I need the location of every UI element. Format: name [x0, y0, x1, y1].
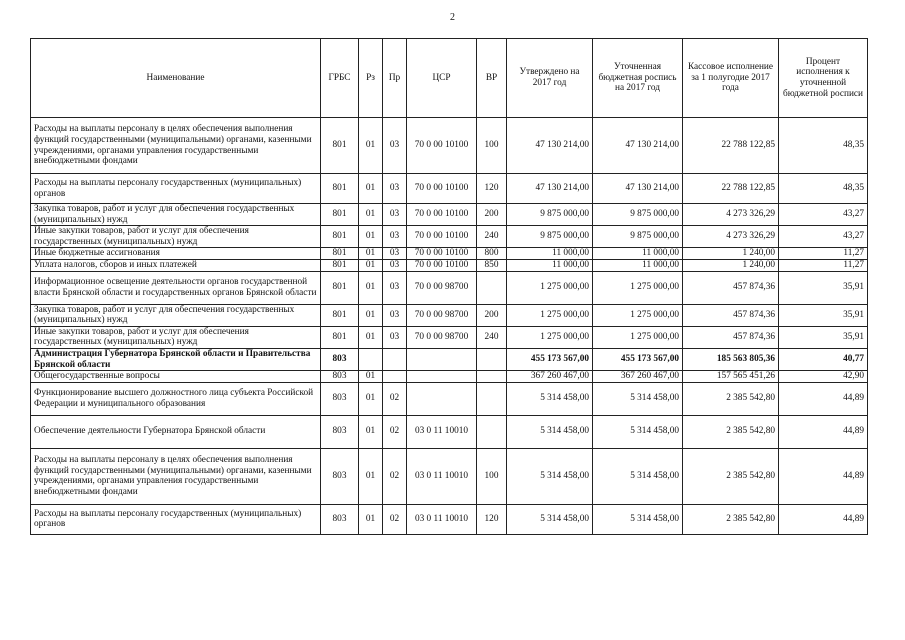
row-csr-cell: 70 0 00 10100: [407, 174, 477, 204]
row-refined-cell: 367 260 467,00: [593, 371, 683, 383]
row-cash-cell: 457 874,36: [683, 304, 779, 326]
row-percent-cell: 43,27: [779, 204, 868, 226]
header-cash: Кассовое исполнение за 1 полугодие 2017 года: [683, 39, 779, 118]
table-row: [31, 348, 868, 370]
row-approved-cell: 47 130 214,00: [507, 174, 593, 204]
header-approved: Утверждено на 2017 год: [507, 39, 593, 118]
row-cash-cell: 22 788 122,85: [683, 174, 779, 204]
row-csr-cell: [407, 382, 477, 415]
row-csr-cell: 03 0 11 10010: [407, 415, 477, 448]
table-row: [31, 504, 868, 534]
row-cash-cell: 4 273 326,29: [683, 226, 779, 248]
row-percent-cell: 48,35: [779, 174, 868, 204]
page-number: 2: [450, 12, 455, 23]
row-vr-cell: 100: [477, 448, 507, 504]
row-csr-cell: 70 0 00 98700: [407, 271, 477, 304]
row-refined-cell: 47 130 214,00: [593, 174, 683, 204]
row-rz-cell: 01: [359, 415, 383, 448]
row-pr-cell: 02: [383, 448, 407, 504]
row-refined-cell: 9 875 000,00: [593, 204, 683, 226]
row-grbs-cell: 803: [321, 504, 359, 534]
row-rz-cell: 01: [359, 271, 383, 304]
row-cash-cell: 2 385 542,80: [683, 504, 779, 534]
row-rz-cell: 01: [359, 504, 383, 534]
row-approved-cell: 367 260 467,00: [507, 371, 593, 383]
row-name-cell: Расходы на выплаты персоналу в целях обеспечения выполнения функций государственными (муниципальными) органами, казенными учреждениями, органами управления государственными внебюджетными фондами: [31, 118, 321, 174]
row-vr-cell: 800: [477, 248, 507, 260]
row-name-cell: Расходы на выплаты персоналу государственных (муниципальных) органов: [31, 174, 321, 204]
row-csr-cell: 70 0 00 10100: [407, 204, 477, 226]
row-pr-cell: 03: [383, 226, 407, 248]
row-rz-cell: 01: [359, 226, 383, 248]
row-rz-cell: 01: [359, 174, 383, 204]
row-vr-cell: [477, 415, 507, 448]
row-percent-cell: 48,35: [779, 118, 868, 174]
budget-table: [30, 38, 868, 535]
row-percent-cell: 35,91: [779, 304, 868, 326]
row-grbs-cell: 801: [321, 226, 359, 248]
row-name-cell: Иные бюджетные ассигнования: [31, 248, 321, 260]
row-pr-cell: 02: [383, 415, 407, 448]
row-refined-cell: 9 875 000,00: [593, 226, 683, 248]
table-row: [31, 271, 868, 304]
row-refined-cell: 5 314 458,00: [593, 504, 683, 534]
row-cash-cell: 2 385 542,80: [683, 382, 779, 415]
row-grbs-cell: 801: [321, 248, 359, 260]
row-grbs-cell: 803: [321, 448, 359, 504]
header-name: Наименование: [31, 39, 321, 118]
row-rz-cell: 01: [359, 304, 383, 326]
row-name-cell: Иные закупки товаров, работ и услуг для обеспечения государственных (муниципальных) нужд: [31, 226, 321, 248]
row-name-cell: Иные закупки товаров, работ и услуг для обеспечения государственных (муниципальных) нужд: [31, 326, 321, 348]
row-vr-cell: [477, 348, 507, 370]
row-cash-cell: 4 273 326,29: [683, 204, 779, 226]
row-cash-cell: 22 788 122,85: [683, 118, 779, 174]
row-csr-cell: 70 0 00 10100: [407, 248, 477, 260]
row-percent-cell: 44,89: [779, 382, 868, 415]
row-approved-cell: 1 275 000,00: [507, 304, 593, 326]
row-rz-cell: 01: [359, 248, 383, 260]
row-approved-cell: 1 275 000,00: [507, 326, 593, 348]
row-rz-cell: 01: [359, 382, 383, 415]
table-row: [31, 415, 868, 448]
row-cash-cell: 457 874,36: [683, 326, 779, 348]
row-grbs-cell: 801: [321, 259, 359, 271]
row-vr-cell: 200: [477, 304, 507, 326]
row-approved-cell: 47 130 214,00: [507, 118, 593, 174]
row-rz-cell: 01: [359, 371, 383, 383]
table-row: [31, 326, 868, 348]
table-row: [31, 448, 868, 504]
row-percent-cell: 42,90: [779, 371, 868, 383]
row-approved-cell: 5 314 458,00: [507, 415, 593, 448]
row-vr-cell: [477, 371, 507, 383]
row-pr-cell: 03: [383, 259, 407, 271]
row-percent-cell: 43,27: [779, 226, 868, 248]
row-name-cell: Администрация Губернатора Брянской области и Правительства Брянской области: [31, 348, 321, 370]
header-rz: Рз: [359, 39, 383, 118]
row-refined-cell: 1 275 000,00: [593, 304, 683, 326]
row-csr-cell: 70 0 00 10100: [407, 118, 477, 174]
row-cash-cell: 457 874,36: [683, 271, 779, 304]
table-row: [31, 226, 868, 248]
header-grbs: ГРБС: [321, 39, 359, 118]
row-name-cell: Обеспечение деятельности Губернатора Брянской области: [31, 415, 321, 448]
row-csr-cell: 03 0 11 10010: [407, 448, 477, 504]
header-row: [31, 39, 868, 118]
table-row: [31, 204, 868, 226]
row-refined-cell: 1 275 000,00: [593, 271, 683, 304]
row-cash-cell: 2 385 542,80: [683, 448, 779, 504]
row-name-cell: Общегосударственные вопросы: [31, 371, 321, 383]
row-pr-cell: 02: [383, 382, 407, 415]
row-approved-cell: 11 000,00: [507, 248, 593, 260]
row-grbs-cell: 803: [321, 415, 359, 448]
row-rz-cell: [359, 348, 383, 370]
header-pr: Пр: [383, 39, 407, 118]
row-vr-cell: 120: [477, 504, 507, 534]
header-refined: Уточненная бюджетная роспись на 2017 год: [593, 39, 683, 118]
row-refined-cell: 47 130 214,00: [593, 118, 683, 174]
row-percent-cell: 44,89: [779, 504, 868, 534]
row-pr-cell: 03: [383, 118, 407, 174]
row-refined-cell: 5 314 458,00: [593, 415, 683, 448]
row-refined-cell: 5 314 458,00: [593, 448, 683, 504]
row-refined-cell: 5 314 458,00: [593, 382, 683, 415]
row-approved-cell: 9 875 000,00: [507, 204, 593, 226]
row-grbs-cell: 801: [321, 174, 359, 204]
row-approved-cell: 5 314 458,00: [507, 382, 593, 415]
row-percent-cell: 35,91: [779, 271, 868, 304]
row-name-cell: Закупка товаров, работ и услуг для обеспечения государственных (муниципальных) нужд: [31, 304, 321, 326]
row-rz-cell: 01: [359, 118, 383, 174]
row-percent-cell: 11,27: [779, 248, 868, 260]
row-vr-cell: 120: [477, 174, 507, 204]
row-csr-cell: [407, 348, 477, 370]
row-csr-cell: [407, 371, 477, 383]
row-grbs-cell: 801: [321, 204, 359, 226]
row-grbs-cell: 801: [321, 304, 359, 326]
row-csr-cell: 70 0 00 10100: [407, 259, 477, 271]
row-name-cell: Информационное освещение деятельности органов государственной власти Брянской области и государственных органов Брянской области: [31, 271, 321, 304]
row-vr-cell: [477, 382, 507, 415]
row-approved-cell: 5 314 458,00: [507, 504, 593, 534]
row-percent-cell: 44,89: [779, 448, 868, 504]
row-pr-cell: [383, 348, 407, 370]
row-rz-cell: 01: [359, 204, 383, 226]
row-pr-cell: 03: [383, 248, 407, 260]
row-grbs-cell: 801: [321, 118, 359, 174]
table-row: [31, 118, 868, 174]
table-row: [31, 174, 868, 204]
row-vr-cell: 850: [477, 259, 507, 271]
row-csr-cell: 70 0 00 98700: [407, 326, 477, 348]
row-refined-cell: 11 000,00: [593, 248, 683, 260]
row-approved-cell: 11 000,00: [507, 259, 593, 271]
row-rz-cell: 01: [359, 259, 383, 271]
row-percent-cell: 40,77: [779, 348, 868, 370]
row-name-cell: Расходы на выплаты персоналу в целях обеспечения выполнения функций государственными (муниципальными) органами, казенными учреждениями, органами управления государственными внебюджетными фондами: [31, 448, 321, 504]
row-rz-cell: 01: [359, 326, 383, 348]
row-vr-cell: 240: [477, 326, 507, 348]
row-cash-cell: 157 565 451,26: [683, 371, 779, 383]
row-name-cell: Функционирование высшего должностного лица субъекта Российской Федерации и муниципального образования: [31, 382, 321, 415]
row-pr-cell: [383, 371, 407, 383]
row-csr-cell: 03 0 11 10010: [407, 504, 477, 534]
row-grbs-cell: 803: [321, 348, 359, 370]
row-vr-cell: [477, 271, 507, 304]
row-cash-cell: 2 385 542,80: [683, 415, 779, 448]
row-refined-cell: 1 275 000,00: [593, 326, 683, 348]
row-vr-cell: 240: [477, 226, 507, 248]
row-pr-cell: 02: [383, 504, 407, 534]
row-csr-cell: 70 0 00 10100: [407, 226, 477, 248]
row-pr-cell: 03: [383, 174, 407, 204]
header-csr: ЦСР: [407, 39, 477, 118]
row-grbs-cell: 803: [321, 371, 359, 383]
row-percent-cell: 44,89: [779, 415, 868, 448]
table-row: [31, 382, 868, 415]
row-csr-cell: 70 0 00 98700: [407, 304, 477, 326]
row-grbs-cell: 801: [321, 271, 359, 304]
table-row: [31, 304, 868, 326]
row-pr-cell: 03: [383, 304, 407, 326]
row-name-cell: Закупка товаров, работ и услуг для обеспечения государственных (муниципальных) нужд: [31, 204, 321, 226]
row-name-cell: Уплата налогов, сборов и иных платежей: [31, 259, 321, 271]
row-refined-cell: 11 000,00: [593, 259, 683, 271]
row-refined-cell: 455 173 567,00: [593, 348, 683, 370]
row-vr-cell: 200: [477, 204, 507, 226]
row-name-cell: Расходы на выплаты персоналу государственных (муниципальных) органов: [31, 504, 321, 534]
table-row: [31, 259, 868, 271]
table-row: [31, 371, 868, 383]
row-approved-cell: 1 275 000,00: [507, 271, 593, 304]
row-rz-cell: 01: [359, 448, 383, 504]
row-percent-cell: 35,91: [779, 326, 868, 348]
row-cash-cell: 1 240,00: [683, 248, 779, 260]
row-cash-cell: 1 240,00: [683, 259, 779, 271]
row-pr-cell: 03: [383, 271, 407, 304]
row-percent-cell: 11,27: [779, 259, 868, 271]
row-grbs-cell: 803: [321, 382, 359, 415]
table-row: [31, 248, 868, 260]
header-percent: Процент исполнения к уточненной бюджетной росписи: [779, 39, 868, 118]
row-approved-cell: 5 314 458,00: [507, 448, 593, 504]
row-cash-cell: 185 563 805,36: [683, 348, 779, 370]
row-approved-cell: 9 875 000,00: [507, 226, 593, 248]
row-grbs-cell: 801: [321, 326, 359, 348]
row-vr-cell: 100: [477, 118, 507, 174]
row-pr-cell: 03: [383, 326, 407, 348]
header-vr: ВР: [477, 39, 507, 118]
row-approved-cell: 455 173 567,00: [507, 348, 593, 370]
row-pr-cell: 03: [383, 204, 407, 226]
